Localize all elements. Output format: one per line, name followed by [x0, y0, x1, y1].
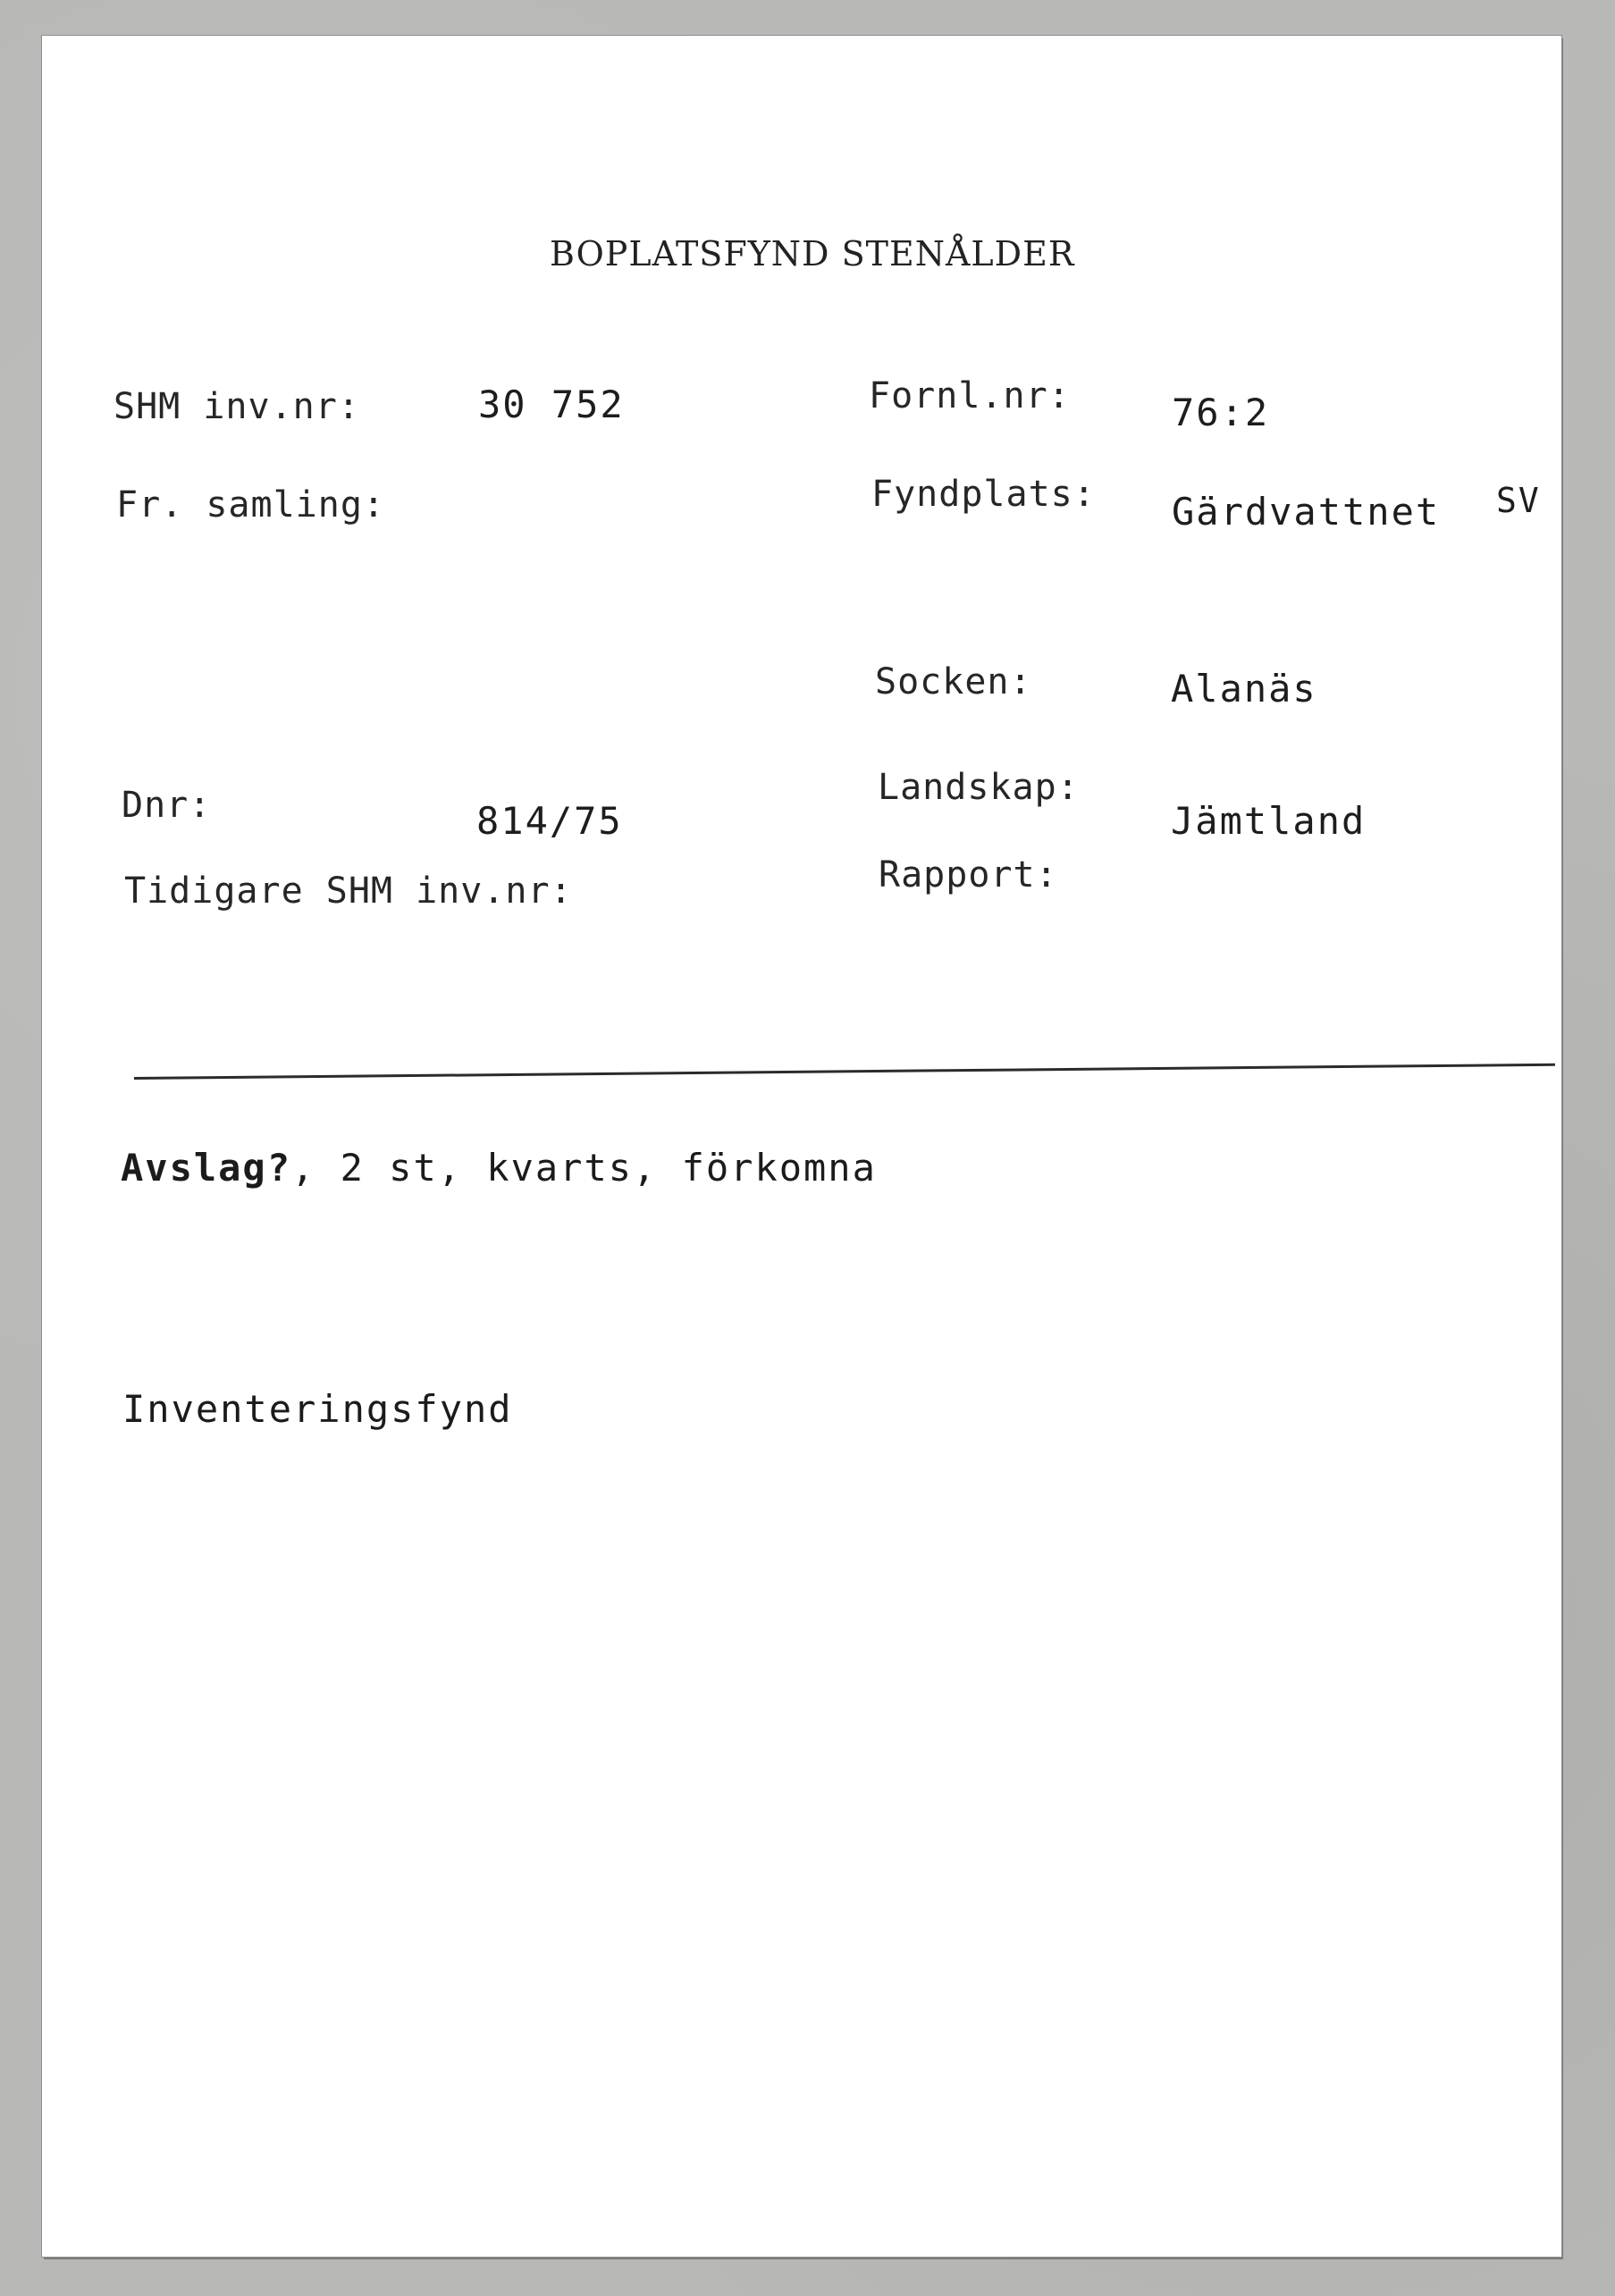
rapport-label: Rapport: — [879, 854, 1058, 896]
fyndplats-value: Gärdvattnet — [1172, 490, 1441, 534]
landskap-value: Jämtland — [1171, 799, 1367, 843]
fornl-nr-label: Fornl.nr: — [869, 375, 1071, 416]
dnr-value: 814/75 — [476, 799, 623, 843]
fr-samling-label: Fr. samling: — [116, 484, 385, 526]
shm-inv-nr-value: 30 752 — [478, 383, 625, 426]
description-rest: , 2 st, kvarts, förkomna — [291, 1146, 877, 1190]
shm-inv-nr-label: SHM inv.nr: — [114, 386, 360, 427]
index-card — [42, 36, 1561, 2257]
card-heading: BOPLATSFYND STENÅLDER — [550, 234, 1075, 273]
description-line — [121, 1146, 877, 1190]
socken-value: Alanäs — [1171, 667, 1317, 711]
fornl-nr-value: 76:2 — [1172, 391, 1270, 434]
description-bold: Avslag? — [121, 1146, 292, 1190]
tidigare-shm-label: Tidigare SHM inv.nr: — [124, 870, 573, 912]
socken-label: Socken: — [875, 661, 1032, 702]
landskap-label: Landskap: — [878, 767, 1080, 808]
dnr-label: Dnr: — [122, 785, 212, 826]
fyndplats-suffix: SV — [1496, 481, 1541, 520]
note-text: Inventeringsfynd — [122, 1387, 513, 1431]
fyndplats-label: Fyndplats: — [871, 474, 1096, 515]
